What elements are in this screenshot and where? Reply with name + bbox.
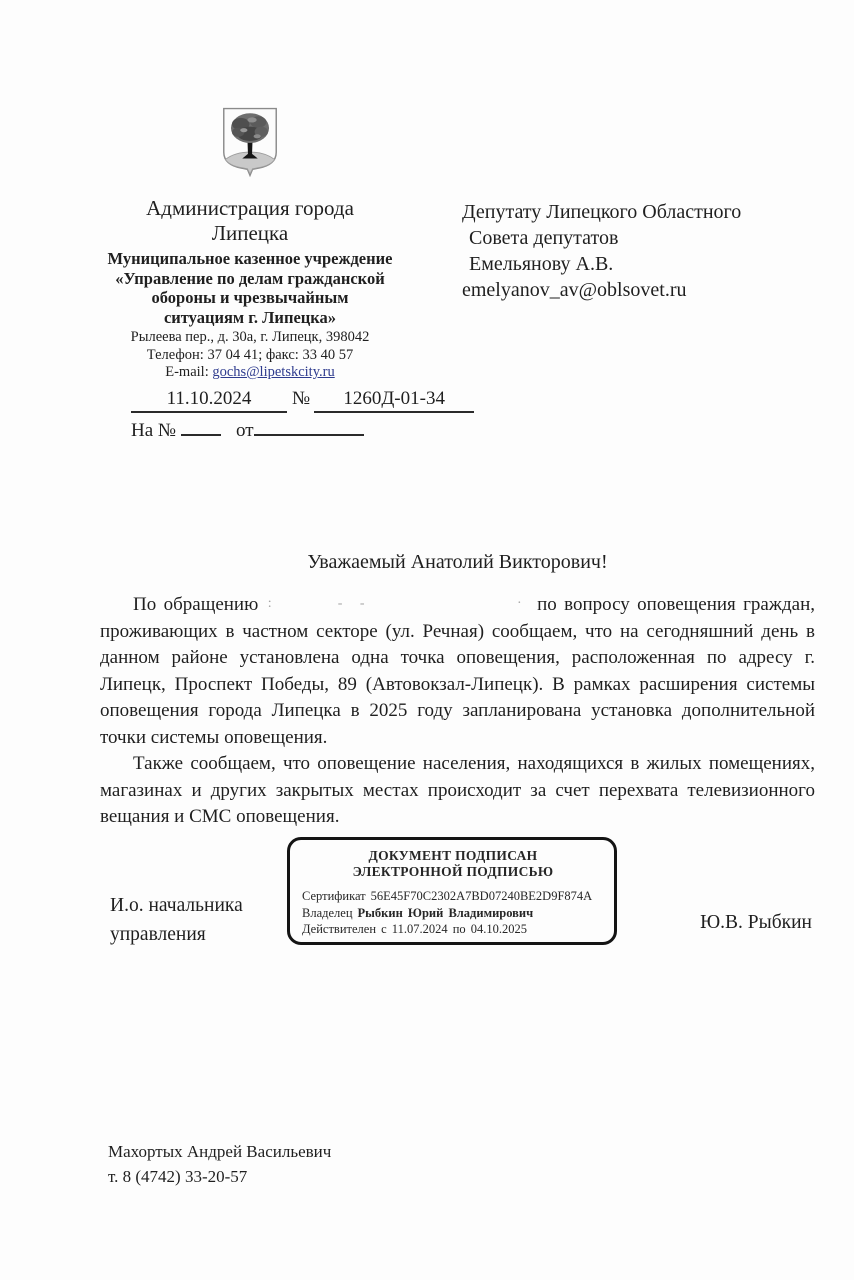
reply-label: На №: [131, 420, 177, 441]
reply-number-blank: [181, 419, 221, 436]
email-label: E-mail:: [165, 364, 209, 380]
body-paragraph-1: [100, 592, 815, 751]
institution-name: Муниципальное казенное учреждение «Управление по делам гражданской обороны и чрезвычайным ситуациям г. Липецка»: [107, 249, 393, 327]
addressee-email: emelyanov_av@oblsovet.ru: [462, 279, 687, 301]
addressee-line: Депутату Липецкого Областного: [462, 201, 742, 223]
digital-signature-stamp: [287, 837, 617, 945]
owner-name: Рыбкин Юрий Владимирович: [357, 905, 534, 920]
redaction-mark: - -: [337, 596, 372, 611]
stamp-title-line1: ДОКУМЕНТ ПОДПИСАН: [368, 848, 538, 863]
addressee-line: Емельянову А.В.: [469, 253, 614, 275]
stamp-validity-line: Действителен с 11.07.2024 по 04.10.2025: [302, 922, 528, 936]
letter-date: 11.10.2024: [131, 388, 287, 413]
executor-phone: т. 8 (4742) 33-20-57: [108, 1167, 248, 1186]
lipetsk-coat-of-arms-icon: [221, 106, 279, 178]
sender-address: Рылеева пер., д. 30а, г. Липецк, 398042: [130, 329, 370, 345]
addressee-block: [462, 199, 812, 303]
sender-letterhead: [92, 196, 408, 382]
org-name-line1: Администрация города: [146, 196, 354, 220]
paragraph1-text: по вопросу оповещения граждан, проживающих в частном секторе (ул. Речная) сообщаем, что на сегодняшний день в данном районе установлена одна точка оповещения, расположенная по адресу г. Липецк, Проспект Победы, 89 (Автовокзал-Липецк). В рамках расширения системы оповещения города Липецка в 2025 году запланирована установка дополнительной точки системы оповещения.: [100, 594, 816, 748]
sender-contacts: [92, 329, 408, 382]
executor-name: Махортых Андрей Васильевич: [108, 1142, 332, 1161]
stamp-certificate-line: [302, 888, 604, 905]
executor-block: [108, 1139, 331, 1189]
redaction-mark: :: [267, 596, 272, 611]
stamp-owner-line: [302, 905, 604, 922]
signer-name: Ю.В. Рыбкин: [700, 912, 812, 933]
stamp-title-line2: ЭЛЕКТРОННОЙ ПОДПИСЬЮ: [352, 864, 554, 879]
stamp-details: [302, 888, 604, 938]
paragraph1-prefix: По обращению: [133, 594, 259, 615]
sender-email-link[interactable]: gochs@lipetskcity.ru: [212, 364, 335, 380]
redaction-mark: ·: [517, 596, 522, 611]
letter-number: 1260Д-01-34: [314, 388, 474, 413]
body-paragraph-2: Также сообщаем, что оповещение населения, находящихся в жилых помещениях, магазинах и других закрытых местах происходит за счет перехвата телевизионного вещания и СМС оповещения.: [100, 753, 815, 827]
reply-date-blank: [254, 419, 364, 436]
number-sign: №: [292, 388, 311, 409]
reply-reference-line: [131, 419, 474, 442]
salutation: Уважаемый Анатолий Викторович!: [307, 551, 608, 573]
sender-phone: Телефон: 37 04 41; факс: 33 40 57: [146, 346, 354, 363]
owner-label: Владелец: [302, 905, 353, 920]
org-name-line2: Липецка: [211, 221, 289, 245]
reply-from-label: от: [236, 420, 254, 441]
signer-position: И.о. начальника управления: [110, 895, 243, 945]
certificate-number: 56E45F70C2302A7BD07240BE2D9F874A: [370, 889, 593, 903]
certificate-label: Сертификат: [302, 889, 366, 903]
redacted-area: [266, 596, 530, 611]
sender-email-line: [92, 364, 408, 382]
addressee-line: Совета депутатов: [469, 227, 619, 249]
outgoing-reference-line: [131, 388, 474, 413]
reference-block: [131, 388, 474, 442]
letter-body: [100, 592, 815, 831]
